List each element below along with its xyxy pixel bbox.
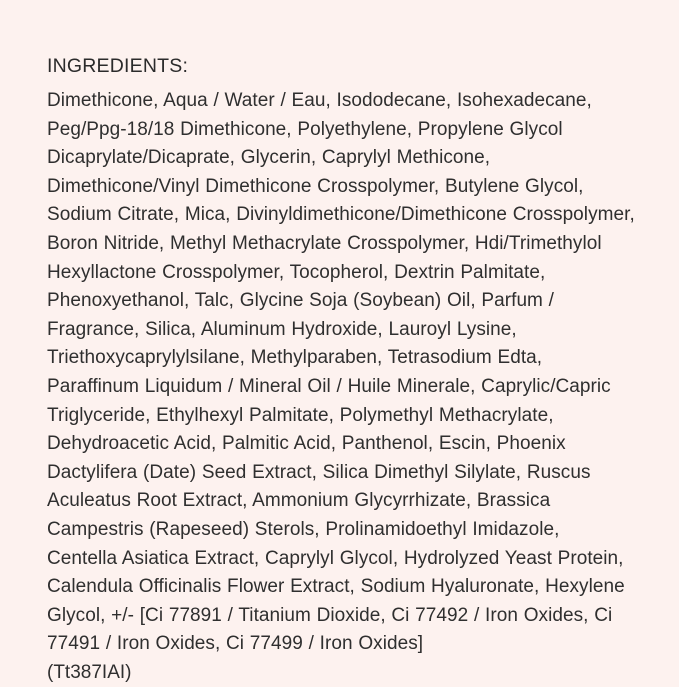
ingredients-heading: INGREDIENTS: — [47, 55, 189, 77]
batch-code-text: (Tt387IAI) — [47, 661, 132, 683]
ingredients-list-text: Dimethicone, Aqua / Water / Eau, Isododecane, Isohexadecane, Peg/Ppg-18/18 Dimethicone, Polyethylene, Propylene Glycol Dicaprylate/Dicaprate, Glycerin, Caprylyl Methicone, Dimethicone/Vinyl Dimethicone Crosspolymer, Butylene Glycol, Sodium Citrate, Mica, Divinyldimethicone/Dimethicone Crosspolymer, Boron Nitride, Methyl Methacrylate Crosspolymer, Hdi/Trimethylol Hexyllactone Crosspolymer, Tocopherol, Dextrin Palmitate, Phenoxyethanol, Talc, Glycine Soja (Soybean) Oil, Parfum / Fragrance, Silica, Aluminum Hydroxide, Lauroyl Lysine, Triethoxycaprylylsilane, Methylparaben, Tetrasodium Edta, Paraffinum Liquidum / Mineral Oil / Huile Minerale, Caprylic/Capric Triglyceride, Ethylhexyl Palmitate, Polymethyl Methacrylate, Dehydroacetic Acid, Palmitic Acid, Panthenol, Escin, Phoenix Dactylifera (Date) Seed Extract, Silica Dimethyl Silylate, Ruscus Aculeatus Root Extract, Ammonium Glycyrrhizate, Brassica Campestris (Rapeseed) Sterols, Prolinamidoethyl Imidazole, Centella Asiatica Extract, Caprylyl Glycol, Hydrolyzed Yeast Protein, Calendula Officinalis Flower Extract, Sodium Hyaluronate, Hexylene Glycol, +/- [Ci 77891 / Titanium Dioxide, Ci 77492 / Iron Oxides, Ci 77491 / Iron Oxides, Ci 77499 / Iron Oxides] — [47, 90, 635, 655]
